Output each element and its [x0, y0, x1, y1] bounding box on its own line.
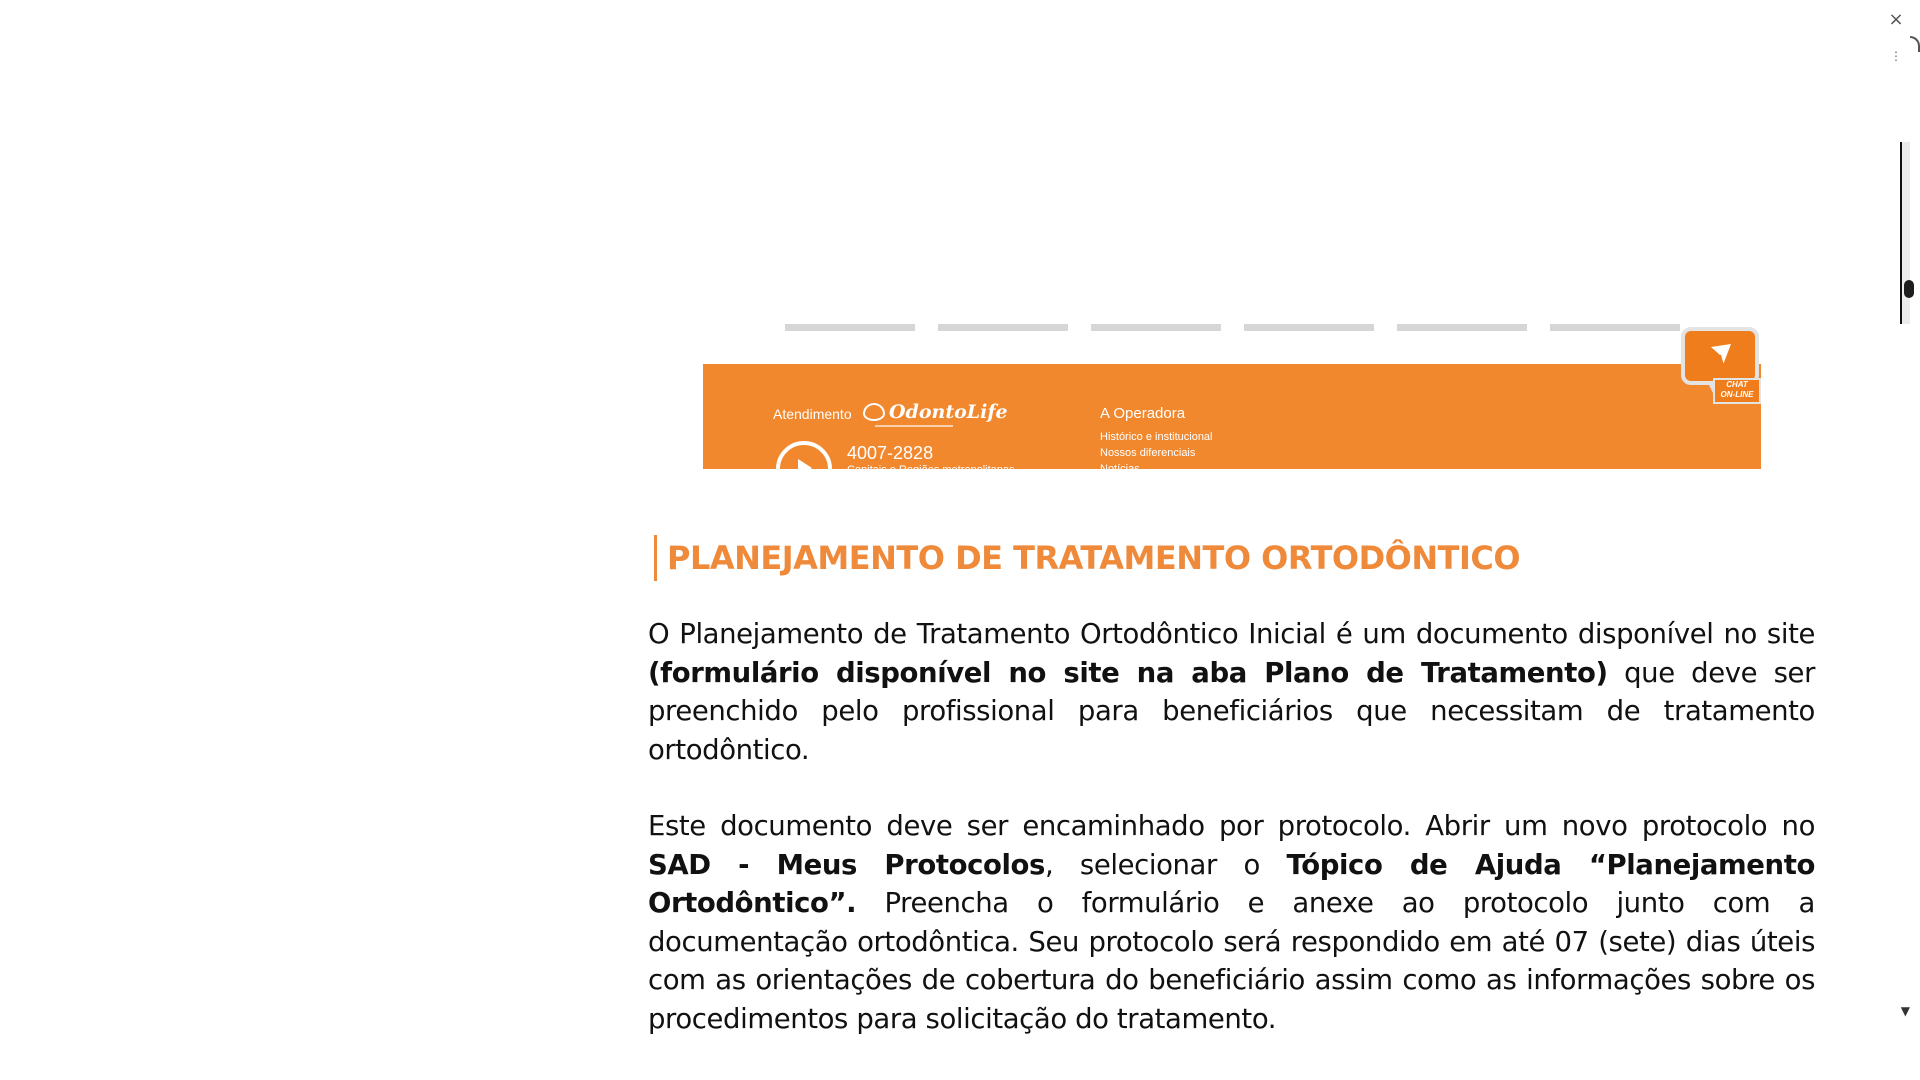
- phone-icon: [776, 441, 832, 497]
- paragraph-bold: (formulário disponível no site na aba Plano de Tratamento): [648, 656, 1608, 689]
- chat-label-line2: ON-LINE: [1720, 390, 1754, 399]
- carousel-indicator[interactable]: [1244, 324, 1374, 331]
- phone-subtext: Capitais e Regiões metropolitanas: [847, 464, 1015, 476]
- footer-link-diferenciais[interactable]: Nossos diferenciais: [1100, 447, 1196, 459]
- paragraph-text: O Planejamento de Tratamento Ortodôntico Inicial é um documento disponível no site: [648, 618, 1815, 650]
- carousel-indicator[interactable]: [1550, 324, 1680, 331]
- scroll-down-arrow-icon[interactable]: ▼: [1900, 1004, 1910, 1018]
- footer-link-noticias[interactable]: Notícias: [1100, 463, 1140, 475]
- footer-banner: [703, 364, 1761, 476]
- chat-bubble-icon: [1707, 341, 1735, 369]
- chat-bubble: [1681, 327, 1759, 385]
- carousel-indicator[interactable]: [1397, 324, 1527, 331]
- title-accent-bar: [654, 535, 1815, 581]
- paragraph-bold: Tópico de Ajuda “Planejamento Ortodôntico”.: [648, 848, 1815, 919]
- corner-handle: [1910, 36, 1920, 52]
- paragraph-intro: [648, 615, 1815, 769]
- paragraph-bold: SAD - Meus Protocolos: [648, 848, 1045, 881]
- article-content: [648, 535, 1815, 1038]
- support-phone[interactable]: 4007-2828: [847, 443, 934, 463]
- atendimento-label: Atendimento: [773, 406, 852, 422]
- close-button[interactable]: ×: [1888, 9, 1904, 30]
- page-title: PLANEJAMENTO DE TRATAMENTO ORTODÔNTICO: [667, 539, 1521, 577]
- paragraph-instructions: [648, 807, 1815, 1038]
- scrollbar-thumb[interactable]: [1904, 280, 1914, 298]
- carousel-indicator[interactable]: [1091, 324, 1221, 331]
- logo-tagline: [875, 425, 953, 427]
- more-options-icon[interactable]: ⋮: [1890, 49, 1902, 63]
- carousel-indicator[interactable]: [785, 324, 915, 331]
- chat-label-line1: CHAT: [1726, 380, 1748, 389]
- paragraph-text: que deve ser preenchido pelo profissional para beneficiários que necessitam de tratamento ortodôntico.: [648, 656, 1815, 766]
- operadora-heading: A Operadora: [1100, 405, 1186, 422]
- paragraph-text: Este documento deve ser encaminhado por protocolo. Abrir um novo protocolo no: [648, 810, 1815, 842]
- footer-link-historico[interactable]: Histórico e institucional: [1100, 431, 1213, 443]
- chat-label: [1713, 378, 1761, 404]
- carousel-indicators: [785, 324, 1680, 331]
- carousel-indicator[interactable]: [938, 324, 1068, 331]
- paragraph-text: Preencha o formulário e anexe ao protocolo junto com a documentação ortodôntica. Seu protocolo será respondido em até 07 (sete) dias úteis com as orientações de cobertura do beneficiário assim como as informações sobre os procedimentos para solicitação do tratamento.: [648, 887, 1815, 1035]
- logo-text: OdontoLife: [889, 401, 1008, 423]
- odontolife-logo[interactable]: [863, 401, 1008, 423]
- tooth-logo-icon: [863, 403, 885, 421]
- chat-online-button[interactable]: [1677, 323, 1757, 401]
- paragraph-text: , selecionar o: [1044, 848, 1287, 881]
